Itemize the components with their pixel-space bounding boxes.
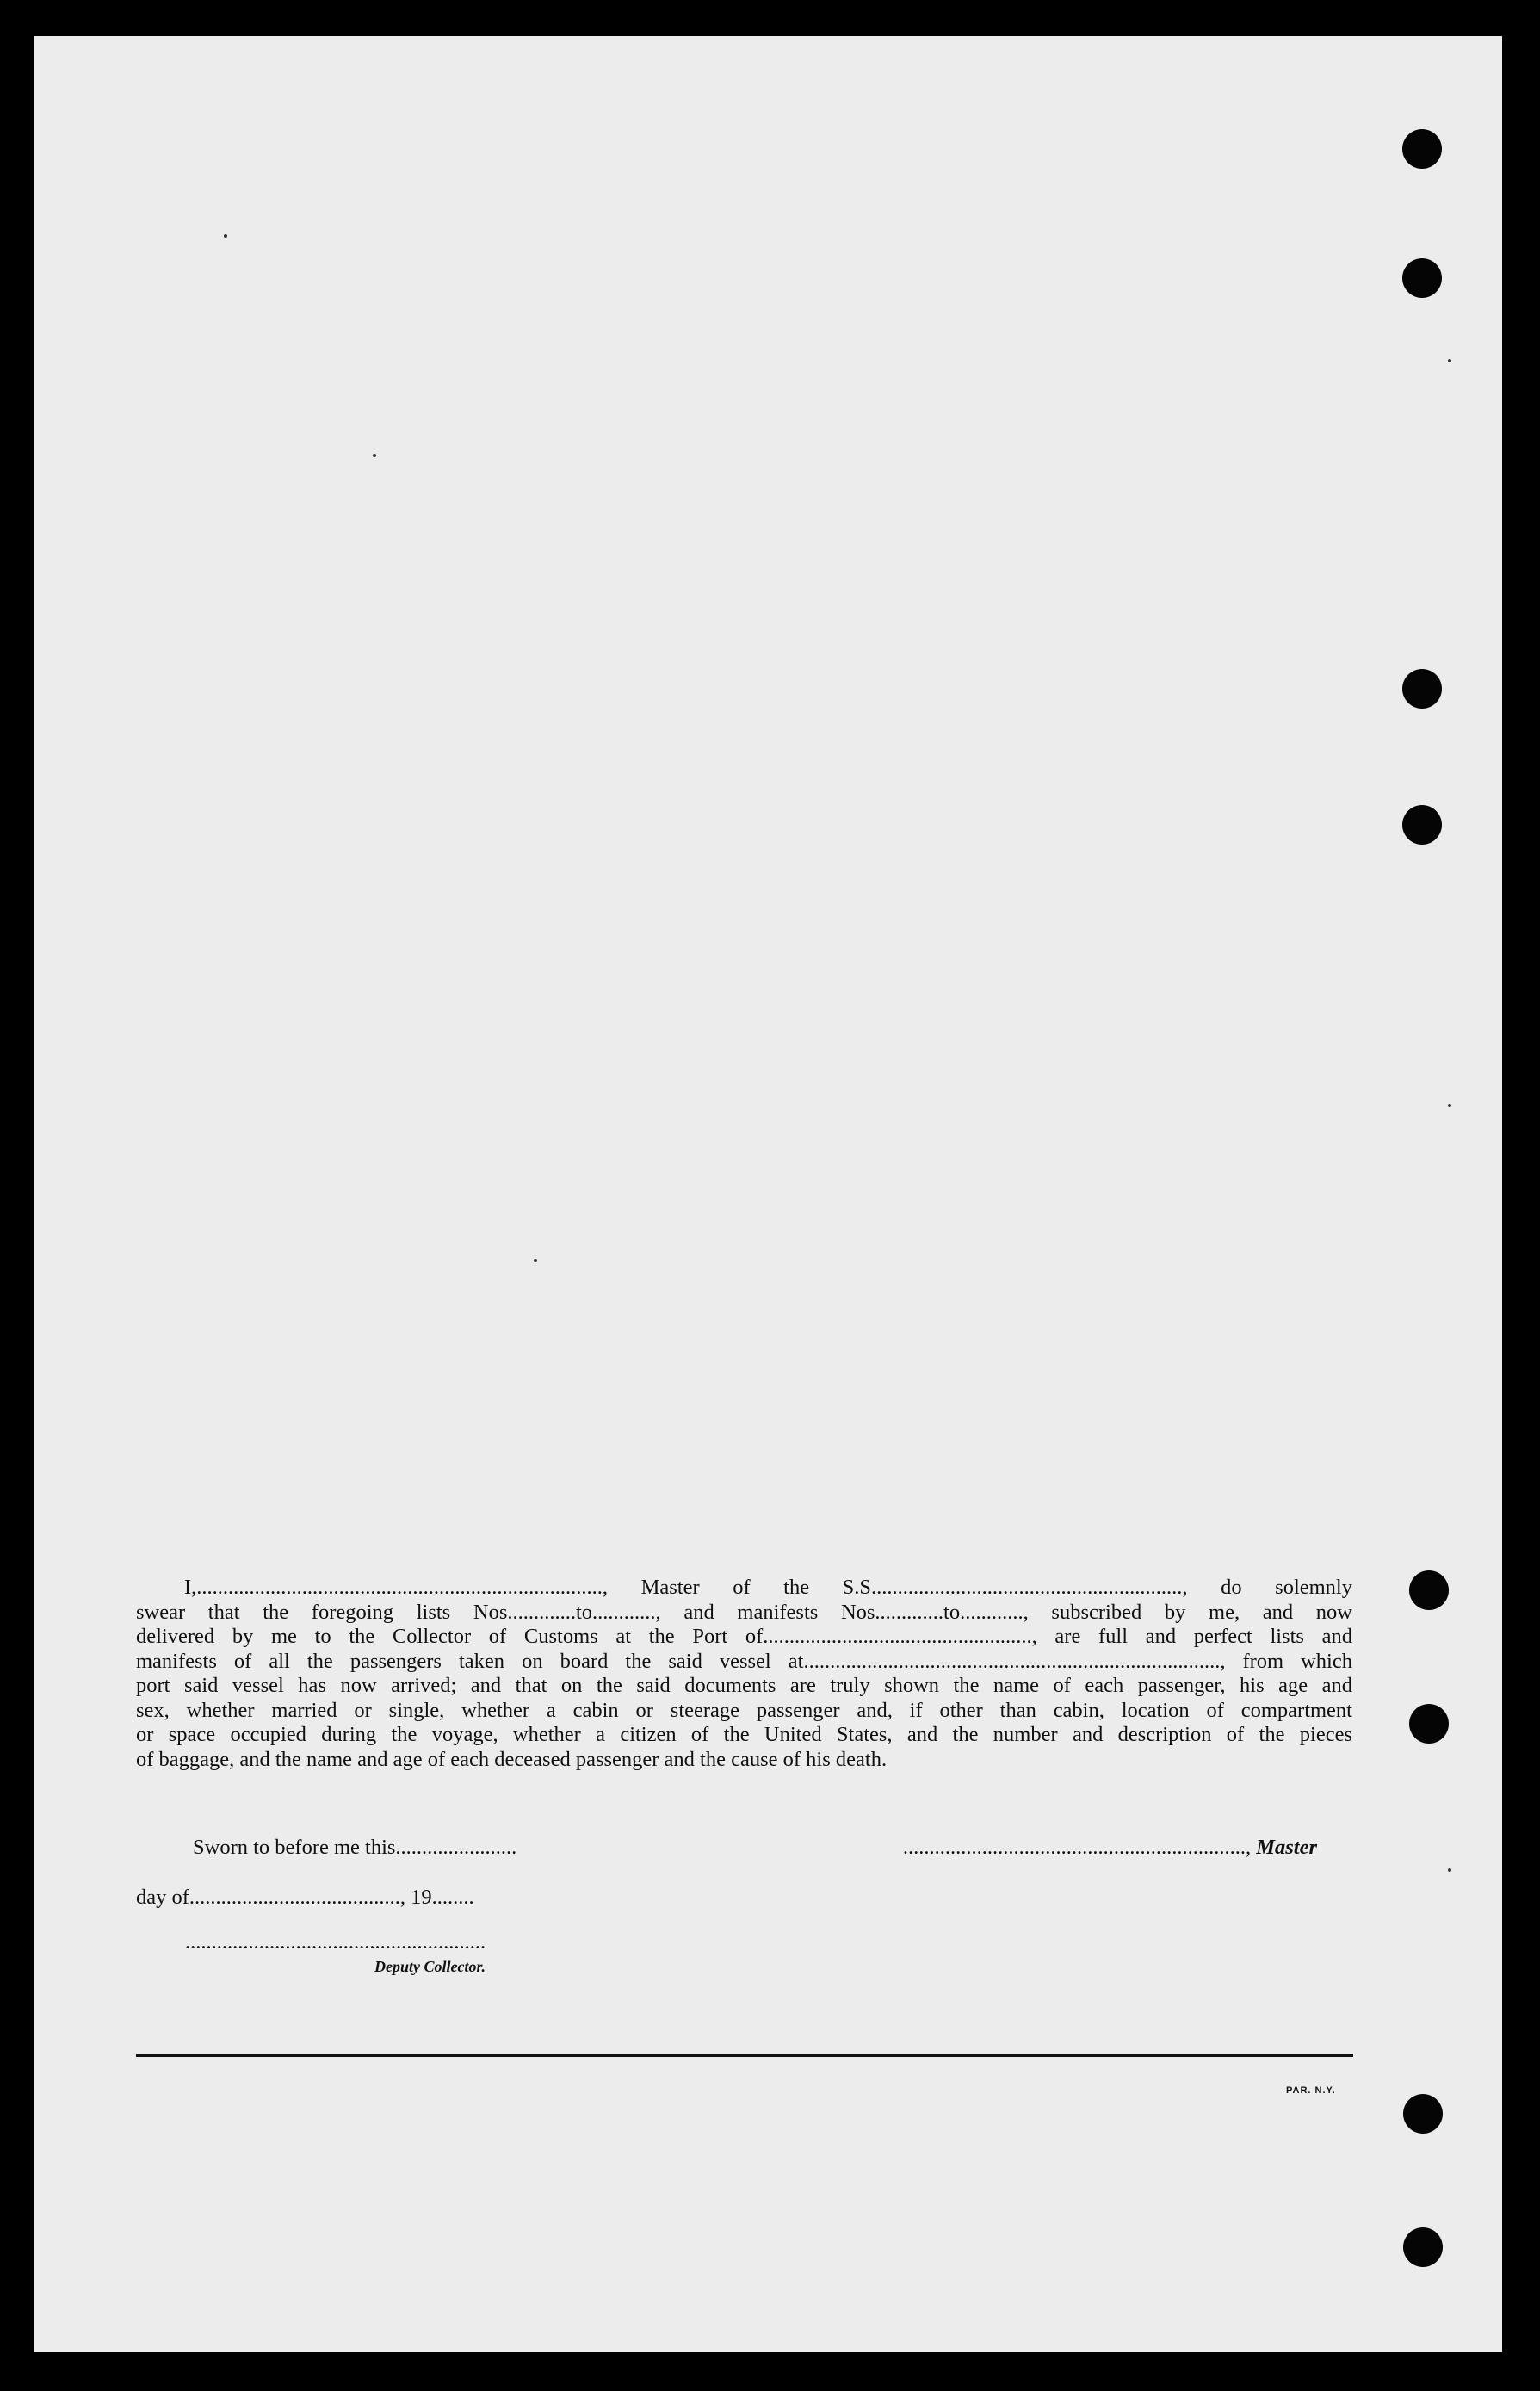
master-signature-line: [903, 1836, 1317, 1860]
punch-hole-icon: [1402, 258, 1442, 298]
punch-hole-icon: [1402, 129, 1442, 169]
oath-line: or space occupied during the voyage, whether a citizen of the United States, and the number and description of the pieces: [136, 1723, 1352, 1746]
form-page: [34, 36, 1502, 2352]
master-label: Master: [1256, 1836, 1317, 1859]
speck: [224, 234, 227, 238]
oath-line: swear that the foregoing lists Nos.............to............, and manifests Nos.............to............, subscribed by me, and now: [136, 1600, 1352, 1624]
punch-hole-icon: [1409, 1570, 1449, 1610]
sworn-block: [136, 1836, 516, 1936]
speck: [1448, 1868, 1451, 1872]
punch-hole-icon: [1403, 2094, 1443, 2134]
punch-hole-icon: [1402, 805, 1442, 845]
speck: [534, 1259, 537, 1262]
deputy-signature-dots: .........................................................: [185, 1930, 486, 1954]
bottom-rule: [136, 2054, 1353, 2057]
oath-line: manifests of all the passengers taken on board the said vessel at..............................................................................., from which: [136, 1649, 1352, 1673]
punch-hole-icon: [1403, 2227, 1443, 2267]
master-dots: .................................................................,: [902, 1836, 1252, 1859]
oath-line: delivered by me to the Collector of Customs at the Port of..................................................., are full and perfect lists and: [136, 1625, 1352, 1648]
speck: [373, 454, 376, 457]
master-oath-paragraph: [136, 1576, 1352, 1772]
day-line: day of........................................, 19........: [136, 1886, 474, 1909]
oath-line: of baggage, and the name and age of each deceased passenger and the cause of his death.: [136, 1747, 888, 1771]
oath-line: I,............................................................................., Master of the S.S..........................................................., do solemnly: [184, 1576, 1352, 1599]
speck: [1448, 359, 1451, 362]
oath-line: sex, whether married or single, whether a cabin or steerage passenger and, if other than cabin, location of compartment: [136, 1698, 1352, 1722]
punch-hole-icon: [1409, 1704, 1449, 1744]
oath-line: port said vessel has now arrived; and that on the said documents are truly shown the name of each passenger, his age and: [136, 1674, 1352, 1697]
speck: [1448, 1104, 1451, 1107]
sworn-line: Sworn to before me this.......................: [193, 1836, 517, 1859]
deputy-collector-label: Deputy Collector.: [374, 1958, 486, 1975]
printer-imprint: PAR. N.Y.: [1286, 2085, 1336, 2096]
punch-hole-icon: [1402, 669, 1442, 709]
